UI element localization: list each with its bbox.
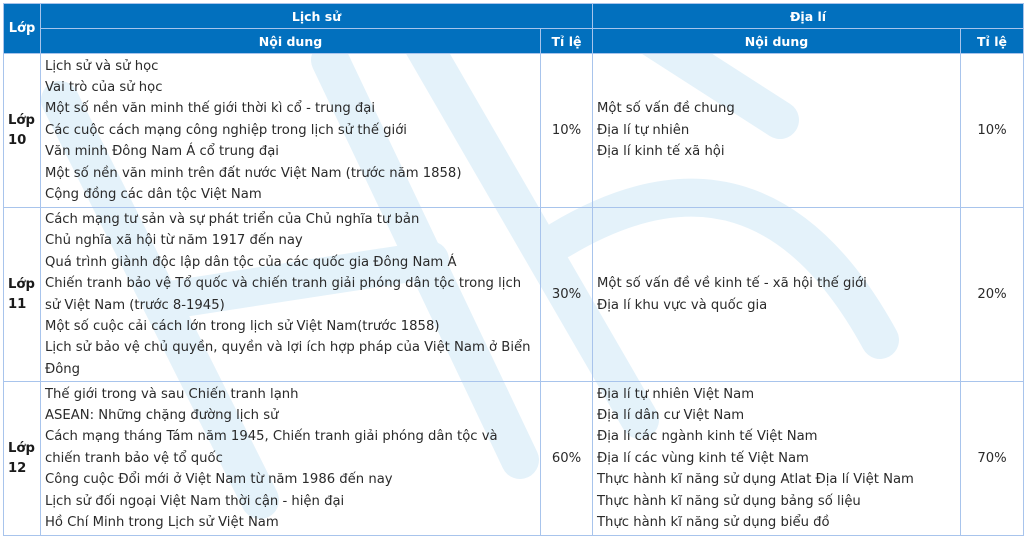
history-topic: Lịch sử đối ngoại Việt Nam thời cận - hiện đại [45, 493, 345, 509]
history-topic: Công cuộc Đổi mới ở Việt Nam từ năm 1986 đến nay [45, 472, 393, 488]
geography-ratio-cell: 20% [961, 208, 1024, 382]
curriculum-table [3, 3, 1024, 536]
geography-topic: Địa lí tự nhiên [597, 122, 690, 138]
grade-cell [4, 54, 41, 208]
grade-label: Lớp [8, 276, 35, 292]
geography-content-cell [593, 208, 961, 382]
history-header: Lịch sử [41, 4, 593, 29]
geography-topic: Địa lí dân cư Việt Nam [597, 407, 745, 423]
grade-number: 10 [8, 132, 27, 148]
history-content-cell [41, 54, 541, 208]
geography-topic: Địa lí các vùng kinh tế Việt Nam [597, 450, 809, 466]
history-ratio-header: Tỉ lệ [541, 29, 593, 54]
grade-cell [4, 382, 41, 536]
history-topic: Một số nền văn minh trên đất nước Việt Nam (trước năm 1858) [45, 165, 462, 181]
history-topic: Một số nền văn minh thế giới thời kì cổ - trung đại [45, 101, 376, 117]
grade-label: Lớp [8, 112, 35, 128]
geography-ratio-cell: 10% [961, 54, 1024, 208]
header-row-subjects [4, 4, 1024, 29]
history-topic: ASEAN: Những chặng đường lịch sử [45, 407, 279, 423]
history-topic: Văn minh Đông Nam Á cổ trung đại [45, 144, 279, 160]
history-topic: Hồ Chí Minh trong Lịch sử Việt Nam [45, 515, 279, 531]
geography-header: Địa lí [593, 4, 1024, 29]
history-topic: Chủ nghĩa xã hội từ năm 1917 đến nay [45, 233, 303, 249]
grade-number: 11 [8, 296, 27, 312]
grade-number: 12 [8, 460, 27, 476]
history-topic: Lịch sử bảo vệ chủ quyền, quyền và lợi ích hợp pháp của Việt Nam ở Biển Đông [45, 340, 531, 377]
history-ratio-cell: 10% [541, 54, 593, 208]
history-ratio-cell: 60% [541, 382, 593, 536]
history-topic: Thế giới trong và sau Chiến tranh lạnh [45, 386, 299, 402]
history-ratio-cell: 30% [541, 208, 593, 382]
geography-topic: Một số vấn đề về kinh tế - xã hội thế giới [597, 276, 867, 292]
table-row-grade-12 [4, 382, 1024, 536]
grade-cell [4, 208, 41, 382]
history-topic: Lịch sử và sử học [45, 58, 159, 74]
geography-topic: Thực hành kĩ năng sử dụng biểu đồ [597, 515, 830, 531]
geography-topic: Địa lí tự nhiên Việt Nam [597, 386, 755, 402]
grade-header: Lớp [4, 4, 41, 54]
table-row-grade-11 [4, 208, 1024, 382]
header-row-columns [4, 29, 1024, 54]
history-topic: Một số cuộc cải cách lớn trong lịch sử Việt Nam(trước 1858) [45, 318, 440, 334]
geography-ratio-header: Tỉ lệ [961, 29, 1024, 54]
history-topic: Vai trò của sử học [45, 79, 163, 95]
geography-topic: Địa lí khu vực và quốc gia [597, 297, 768, 313]
history-content-cell [41, 382, 541, 536]
geography-content-cell [593, 382, 961, 536]
geography-content-header: Nội dung [593, 29, 961, 54]
geography-topic: Một số vấn đề chung [597, 101, 735, 117]
history-topic: Các cuộc cách mạng công nghiệp trong lịch sử thế giới [45, 122, 407, 138]
geography-ratio-cell: 70% [961, 382, 1024, 536]
history-topic: Cách mạng tháng Tám năm 1945, Chiến tranh giải phóng dân tộc và chiến tranh bảo vệ tổ quốc [45, 429, 498, 466]
history-topic: Chiến tranh bảo vệ Tổ quốc và chiến tranh giải phóng dân tộc trong lịch sử Việt Nam (trước 8-1945) [45, 276, 522, 313]
history-topic: Cộng đồng các dân tộc Việt Nam [45, 187, 262, 203]
geography-content-cell [593, 54, 961, 208]
history-topic: Cách mạng tư sản và sự phát triển của Chủ nghĩa tư bản [45, 211, 420, 227]
geography-topic: Địa lí các ngành kinh tế Việt Nam [597, 429, 818, 445]
history-content-cell [41, 208, 541, 382]
geography-topic: Thực hành kĩ năng sử dụng bảng số liệu [597, 493, 861, 509]
geography-topic: Thực hành kĩ năng sử dụng Atlat Địa lí Việt Nam [597, 472, 914, 488]
history-topic: Quá trình giành độc lập dân tộc của các quốc gia Đông Nam Á [45, 254, 457, 270]
table-row-grade-10 [4, 54, 1024, 208]
geography-topic: Địa lí kinh tế xã hội [597, 144, 725, 160]
history-content-header: Nội dung [41, 29, 541, 54]
grade-label: Lớp [8, 440, 35, 456]
